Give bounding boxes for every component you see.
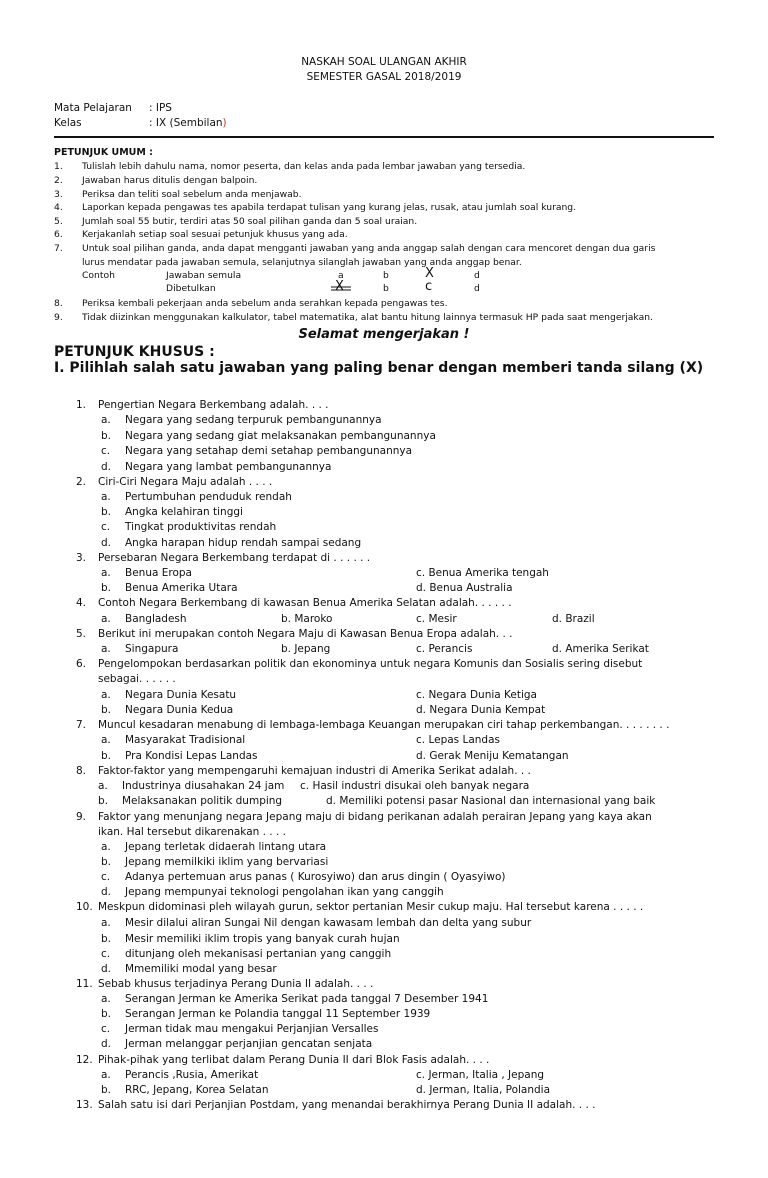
option-b[interactable] — [101, 1084, 269, 1096]
option-letter: a. — [98, 780, 108, 792]
option-text: Benua Eropa — [125, 567, 192, 579]
option-text: d. Gerak Meniju Kematangan — [416, 750, 569, 762]
option-text: Tingkat produktivitas rendah — [125, 521, 277, 533]
option-letter: b. — [101, 704, 112, 716]
general-item-number: 4. — [54, 202, 63, 213]
question-1 — [76, 399, 329, 411]
option-b[interactable] — [281, 613, 332, 625]
option-d[interactable] — [101, 1038, 372, 1050]
question-number: 12. — [76, 1054, 93, 1066]
option-text: Singapura — [125, 643, 179, 655]
general-item — [54, 201, 576, 214]
general-item-text: Jumlah soal 55 butir, terdiri atas 50 soal pilihan ganda dan 5 soal uraian. — [82, 216, 418, 227]
option-text: b. Jepang — [281, 643, 331, 655]
option-letter: d. — [101, 963, 112, 975]
option-text: c. Benua Amerika tengah — [416, 567, 549, 579]
strike-through-icon — [331, 285, 351, 293]
option-b[interactable] — [98, 795, 282, 807]
general-item-number: 9. — [54, 312, 63, 323]
option-text: d. Jerman, Italia, Polandia — [416, 1084, 551, 1096]
option-b[interactable] — [101, 430, 436, 442]
option-letter: b. — [101, 506, 112, 518]
option-d[interactable] — [101, 537, 361, 549]
greeting: Selamat mengerjakan ! — [298, 327, 470, 342]
example-row1-b: b — [383, 270, 389, 281]
option-letter: c. — [101, 871, 111, 883]
option-letter: a. — [101, 414, 111, 426]
option-letter: c. — [101, 1023, 111, 1035]
question-text: Berikut ini merupakan contoh Negara Maju di Kawasan Benua Eropa adalah. . . — [98, 628, 513, 640]
option-text: c. Negara Dunia Ketiga — [416, 689, 537, 701]
option-a[interactable] — [101, 917, 531, 929]
general-item — [54, 311, 653, 324]
option-letter: c. — [101, 521, 111, 533]
option-b[interactable] — [101, 750, 258, 762]
option-text: c. Hasil industri disukai oleh banyak negara — [300, 780, 530, 792]
option-letter: d. — [101, 537, 112, 549]
question-number: 10. — [76, 901, 93, 913]
general-heading: PETUNJUK UMUM : — [54, 147, 153, 158]
question-number: 2. — [76, 476, 87, 488]
option-text: Jepang terletak didaerah lintang utara — [125, 841, 327, 853]
general-item — [54, 160, 525, 173]
example-row2-cancelled-mark: X — [335, 279, 344, 294]
general-item-text: Tulislah lebih dahulu nama, nomor peserta, dan kelas anda pada lembar jawaban yang tersedia. — [82, 161, 526, 172]
option-c[interactable] — [101, 1023, 378, 1035]
question-13 — [76, 1099, 595, 1111]
option-text: Melaksanakan politik dumping — [122, 795, 283, 807]
general-item-text: lurus mendatar pada jawaban semula, selanjutnya silanglah jawaban yang anda anggap benar. — [82, 257, 522, 268]
option-c[interactable] — [300, 780, 529, 792]
option-a[interactable] — [101, 1069, 258, 1081]
question-11 — [76, 978, 373, 990]
question-text: Muncul kesadaran menabung di lembaga-lembaga Keuangan merupakan ciri tahap perkembangan. . . . . . . . — [98, 719, 670, 731]
option-letter: a. — [101, 567, 111, 579]
option-c[interactable] — [416, 613, 457, 625]
option-b[interactable] — [101, 704, 233, 716]
option-text: Pra Kondisi Lepas Landas — [125, 750, 258, 762]
option-b[interactable] — [101, 1008, 430, 1020]
question-9-continued: ikan. Hal tersebut dikarenakan . . . . — [98, 826, 286, 838]
question-text: Ciri-Ciri Negara Maju adalah . . . . — [98, 476, 273, 488]
option-b[interactable] — [281, 643, 330, 655]
question-2 — [76, 476, 272, 488]
question-number: 5. — [76, 628, 87, 640]
general-item — [54, 228, 348, 241]
subject-row — [54, 102, 172, 114]
option-text: Pertumbuhan penduduk rendah — [125, 491, 292, 503]
header-divider — [54, 136, 714, 138]
option-d[interactable] — [326, 795, 655, 807]
general-item-number: 2. — [54, 175, 63, 186]
example-row1-cross-mark: X — [425, 266, 434, 281]
option-d[interactable] — [552, 613, 595, 625]
example-row1-a: a — [338, 270, 344, 281]
option-text: c. Lepas Landas — [416, 734, 500, 746]
general-item — [54, 188, 302, 201]
question-4 — [76, 597, 512, 609]
question-8 — [76, 765, 531, 777]
option-text: Negara yang sedang terpuruk pembangunannya — [125, 414, 382, 426]
question-10 — [76, 901, 643, 913]
option-text: Negara Dunia Kedua — [125, 704, 234, 716]
option-text: Angka harapan hidup rendah sampai sedang — [125, 537, 362, 549]
subject-label: Mata Pelajaran — [54, 102, 132, 114]
option-c[interactable] — [416, 1069, 544, 1081]
example-row2-label: Dibetulkan — [166, 283, 216, 294]
option-text: d. Amerika Serikat — [552, 643, 649, 655]
option-a[interactable] — [101, 734, 245, 746]
question-text: Sebab khusus terjadinya Perang Dunia II adalah. . . . — [98, 978, 374, 990]
question-text: Meskpun didominasi pleh wilayah gurun, sektor pertanian Mesir cukup maju. Hal tersebut karena . . . . . — [98, 901, 644, 913]
general-item-number: 3. — [54, 189, 63, 200]
option-b[interactable] — [101, 506, 243, 518]
option-text: d. Benua Australia — [416, 582, 513, 594]
option-a[interactable] — [101, 491, 292, 503]
option-a[interactable] — [98, 780, 284, 792]
option-d[interactable] — [416, 750, 569, 762]
general-item-text: Kerjakanlah setiap soal sesuai petunjuk khusus yang ada. — [82, 229, 348, 240]
option-letter: c. — [101, 445, 111, 457]
option-letter: b. — [101, 933, 112, 945]
general-item-text: Laporkan kepada pengawas tes apabila terdapat tulisan yang kurang jelas, rusak, atau jumlah soal kurang. — [82, 202, 577, 213]
subject-value: : IPS — [149, 102, 172, 114]
class-value: : IX (Sembilan — [149, 117, 223, 129]
option-text: Mesir memiliki iklim tropis yang banyak curah hujan — [125, 933, 400, 945]
question-text: Faktor yang menunjang negara Jepang maju di bidang perikanan adalah perairan Jepang yang kaya akan — [98, 811, 652, 823]
option-text: ditunjang oleh mekanisasi pertanian yang canggih — [125, 948, 392, 960]
option-letter: d. — [101, 461, 112, 473]
title-line-2: SEMESTER GASAL 2018/2019 — [306, 71, 462, 83]
option-c[interactable] — [101, 948, 391, 960]
general-item — [54, 174, 257, 187]
option-text: Jerman melanggar perjanjian gencatan senjata — [125, 1038, 373, 1050]
option-text: c. Perancis — [416, 643, 473, 655]
option-text: Mesir dilalui aliran Sungai Nil dengan kawasam lembah dan delta yang subur — [125, 917, 532, 929]
general-item — [54, 297, 448, 310]
option-text: Industrinya diusahakan 24 jam — [122, 780, 285, 792]
question-text: Faktor-faktor yang mempengaruhi kemajuan industri di Amerika Serikat adalah. . . — [98, 765, 531, 777]
option-text: b. Maroko — [281, 613, 333, 625]
option-letter: b. — [101, 750, 112, 762]
option-text: Jepang memilkiki iklim yang bervariasi — [125, 856, 329, 868]
option-text: d. Memiliki potensi pasar Nasional dan internasional yang baik — [326, 795, 656, 807]
option-letter: a. — [101, 917, 111, 929]
general-item-text: Periksa kembali pekerjaan anda sebelum anda serahkan kepada pengawas tes. — [82, 298, 448, 309]
question-text: Salah satu isi dari Perjanjian Postdam, yang menandai berakhirnya Perang Dunia II adalah. . . . — [98, 1099, 596, 1111]
option-b[interactable] — [101, 856, 328, 868]
general-item-text: Tidak diizinkan menggunakan kalkulator, tabel matematika, alat bantu hitung lainnya termasuk HP pada saat mengerjakan. — [82, 312, 653, 323]
option-letter: a. — [101, 643, 111, 655]
class-label: Kelas — [54, 117, 82, 129]
option-text: d. Brazil — [552, 613, 595, 625]
question-number: 11. — [76, 978, 93, 990]
option-letter: b. — [101, 582, 112, 594]
general-item-number: 6. — [54, 229, 63, 240]
option-letter: d. — [101, 1038, 112, 1050]
option-d[interactable] — [416, 704, 545, 716]
option-a[interactable] — [101, 414, 382, 426]
example-row1-d: d — [474, 270, 480, 281]
option-b[interactable] — [101, 582, 238, 594]
general-item-number: 5. — [54, 216, 63, 227]
option-text: Serangan Jerman ke Polandia tanggal 11 September 1939 — [125, 1008, 431, 1020]
general-item — [54, 215, 417, 228]
option-a[interactable] — [101, 993, 488, 1005]
general-item-text: Periksa dan teliti soal sebelum anda menjawab. — [82, 189, 302, 200]
option-letter: b. — [101, 856, 112, 868]
option-c[interactable] — [416, 689, 537, 701]
option-letter: a. — [101, 1069, 111, 1081]
example-row2-d: d — [474, 283, 480, 294]
question-number: 13. — [76, 1099, 93, 1111]
option-text: Serangan Jerman ke Amerika Serikat pada tanggal 7 Desember 1941 — [125, 993, 489, 1005]
option-d[interactable] — [101, 963, 277, 975]
question-text: Contoh Negara Berkembang di kawasan Benua Amerika Selatan adalah. . . . . . — [98, 597, 512, 609]
option-letter: b. — [101, 1084, 112, 1096]
option-letter: a. — [101, 613, 111, 625]
question-9 — [76, 810, 716, 826]
option-text: Mmemiliki modal yang besar — [125, 963, 277, 975]
question-number: 7. — [76, 719, 87, 731]
option-letter: a. — [101, 689, 111, 701]
general-item — [54, 256, 522, 269]
option-text: RRC, Jepang, Korea Selatan — [125, 1084, 269, 1096]
question-number: 3. — [76, 552, 87, 564]
option-text: Negara yang sedang giat melaksanakan pembangunannya — [125, 430, 436, 442]
option-letter: b. — [98, 795, 109, 807]
question-number: 4. — [76, 597, 87, 609]
option-c[interactable] — [101, 445, 412, 457]
special-instruction: I. Pilihlah salah satu jawaban yang paling benar dengan memberi tanda silang (X) — [54, 360, 704, 376]
option-d[interactable] — [416, 1084, 550, 1096]
option-c[interactable] — [416, 643, 472, 655]
question-12 — [76, 1054, 489, 1066]
general-item-number: 8. — [54, 298, 63, 309]
example-row2-c-circle: c — [425, 279, 433, 294]
option-text: d. Negara Dunia Kempat — [416, 704, 546, 716]
question-6-continued: sebagai. . . . . . — [98, 673, 176, 685]
option-letter: a. — [101, 841, 111, 853]
general-item-number: 1. — [54, 161, 63, 172]
example-row2-b: b — [383, 283, 389, 294]
class-paren: ) — [222, 117, 227, 129]
option-text: Benua Amerika Utara — [125, 582, 238, 594]
class-row — [54, 117, 227, 129]
option-letter: d. — [101, 886, 112, 898]
general-item — [54, 242, 655, 255]
question-text: Pengertian Negara Berkembang adalah. . . . — [98, 399, 329, 411]
question-number: 1. — [76, 399, 87, 411]
option-letter: b. — [101, 1008, 112, 1020]
option-text: Jerman tidak mau mengakui Perjanjian Versalles — [125, 1023, 379, 1035]
question-text: Pengelompokan berdasarkan politik dan ekonominya untuk negara Komunis dan Sosialis sering disebut — [98, 658, 643, 670]
option-c[interactable] — [101, 521, 276, 533]
option-a[interactable] — [101, 613, 187, 625]
option-letter: a. — [101, 734, 111, 746]
option-a[interactable] — [101, 841, 326, 853]
option-text: Negara Dunia Kesatu — [125, 689, 237, 701]
option-d[interactable] — [416, 582, 513, 594]
option-a[interactable] — [101, 567, 192, 579]
option-d[interactable] — [552, 643, 649, 655]
question-number: 8. — [76, 765, 87, 777]
option-text: Adanya pertemuan arus panas ( Kurosyiwo) dan arus dingin ( Oyasyiwo) — [125, 871, 506, 883]
option-a[interactable] — [101, 643, 178, 655]
title-line-1: NASKAH SOAL ULANGAN AKHIR — [301, 56, 467, 68]
question-number: 9. — [76, 811, 87, 823]
option-b[interactable] — [101, 933, 400, 945]
question-number: 6. — [76, 658, 87, 670]
option-d[interactable] — [101, 886, 444, 898]
example-row1-label: Jawaban semula — [166, 270, 242, 281]
special-heading: PETUNJUK KHUSUS : — [54, 344, 215, 360]
option-a[interactable] — [101, 689, 236, 701]
option-text: Negara yang setahap demi setahap pembangunannya — [125, 445, 413, 457]
option-c[interactable] — [101, 871, 505, 883]
option-letter: a. — [101, 491, 111, 503]
option-d[interactable] — [101, 461, 331, 473]
option-text: Masyarakat Tradisional — [125, 734, 246, 746]
option-text: Angka kelahiran tinggi — [125, 506, 243, 518]
question-text: Persebaran Negara Berkembang terdapat di . . . . . . — [98, 552, 371, 564]
question-3 — [76, 552, 370, 564]
question-5 — [76, 628, 513, 640]
option-c[interactable] — [416, 567, 549, 579]
option-text: Bangladesh — [125, 613, 187, 625]
option-text: Jepang mempunyai teknologi pengolahan ikan yang canggih — [125, 886, 444, 898]
general-item-text: Jawaban harus ditulis dengan balpoin. — [82, 175, 258, 186]
option-c[interactable] — [416, 734, 500, 746]
option-letter: b. — [101, 430, 112, 442]
example-label: Contoh — [82, 270, 115, 281]
option-letter: c. — [101, 948, 111, 960]
question-7 — [76, 719, 669, 731]
option-text: Negara yang lambat pembangunannya — [125, 461, 332, 473]
option-text: c. Mesir — [416, 613, 457, 625]
option-letter: a. — [101, 993, 111, 1005]
question-6 — [76, 657, 716, 673]
option-text: Perancis ,Rusia, Amerikat — [125, 1069, 259, 1081]
general-item-number: 7. — [54, 243, 63, 254]
option-text: c. Jerman, Italia , Jepang — [416, 1069, 545, 1081]
general-item-text: Untuk soal pilihan ganda, anda dapat mengganti jawaban yang anda anggap salah dengan cara mencoret dengan dua garis — [82, 243, 656, 254]
question-text: Pihak-pihak yang terlibat dalam Perang Dunia II dari Blok Fasis adalah. . . . — [98, 1054, 490, 1066]
